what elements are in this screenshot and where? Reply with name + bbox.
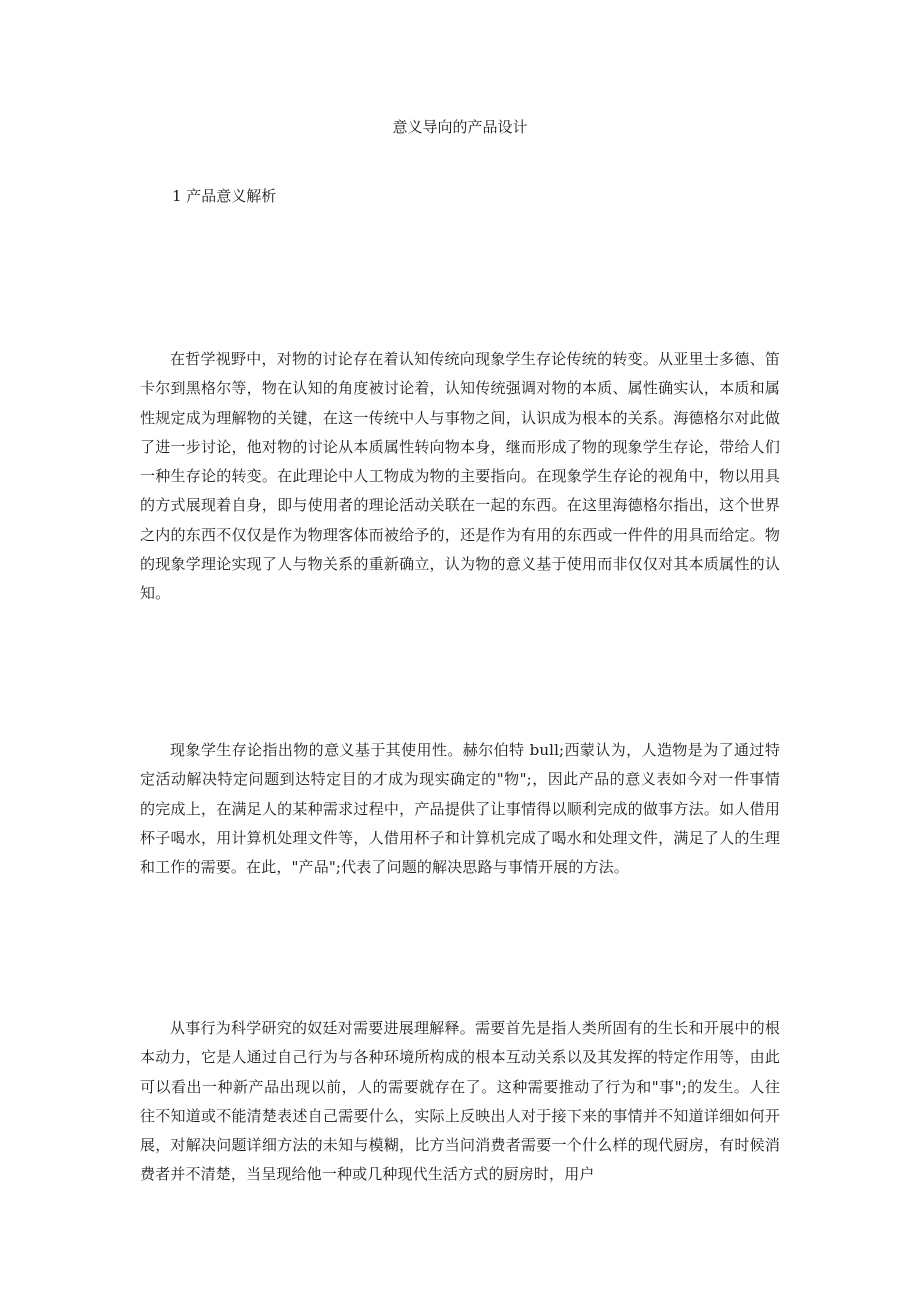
paragraph: 现象学生存论指出物的意义基于其使用性。赫尔伯特 bull;西蒙认为，人造物是为了通过特定活动解决特定问题到达特定目的才成为现实确定的"物";，因此产品的意义表如今对一件事情的完成上，在满足人的某种需求过程中，产品提供了让事情得以顺利完成的做事方法。如人借用杯子喝水，用计算机处理文件等，人借用杯子和计算机完成了喝水和处理文件，满足了人的生理和工作的需要。在此，"产品";代表了问题的解决思路与事情开展的方法。	[140, 741, 780, 877]
paragraph: 在哲学视野中，对物的讨论存在着认知传统向现象学生存论传统的转变。从亚里士多德、笛卡尔到黑格尔等，物在认知的角度被讨论着，认知传统强调对物的本质、属性确实认，本质和属性规定成为理解物的关键，在这一传统中人与事物之间，认识成为根本的关系。海德格尔对此做了进一步讨论，他对物的讨论从本质属性转向物本身，继而形成了物的现象学生存论，带给人们一种生存论的转变。在此理论中人工物成为物的主要指向。在现象学生存论的视角中，物以用具的方式展现着自身，即与使用者的理论活动关联在一起的东西。在这里海德格尔指出，这个世界之内的东西不仅仅是作为物理客体而被给予的，还是作为有用的东西或一件件的用具而给定。物的现象学理论实现了人与物关系的重新确立，认为物的意义基于使用而非仅仅对其本质属性的认知。	[140, 350, 780, 603]
document-title: 意义导向的产品设计	[392, 118, 528, 136]
paragraph: 从事行为科学研究的奴廷对需要进展理解释。需要首先是指人类所固有的生长和开展中的根本动力，它是人通过自己行为与各种环境所构成的根本互动关系以及其发挥的特定作用等，由此可以看出一种新产品出现以前，人的需要就存在了。这种需要推动了行为和"事";的发生。人往往不知道或不能清楚表述自己需要什么，实际上反映出人对于接下来的事情并不知道详细如何开展，对解决问题详细方法的未知与模糊，比方当问消费者需要一个什么样的现代厨房，有时候消费者并不清楚，当呈现给他一种或几种现代生活方式的厨房时，用户	[140, 1019, 780, 1184]
section-heading: 1 产品意义解析	[172, 187, 277, 205]
